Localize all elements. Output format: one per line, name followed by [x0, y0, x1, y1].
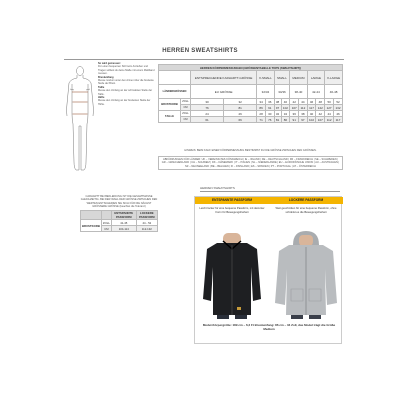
- waist-inch-value: 40: [307, 111, 316, 117]
- fit-header-relaxed: ENTSPANNTE PASSFORM: [111, 211, 136, 220]
- relaxed-fit-heading: ENTSPANNTE PASSFORM: [195, 197, 269, 204]
- size-chart-header: HERREN KÖRPERMESSUNGEN (GRÖSSENTABELLE TOPS (SWEATSHIRT)): [159, 65, 343, 71]
- fit-relaxed-value: 41-45: [111, 220, 136, 226]
- chest-inch-value: 30: [191, 99, 224, 105]
- waist-inch-value: 24: [191, 111, 224, 117]
- chest-cm-value: 76: [191, 105, 224, 111]
- fit-unit: ZOLL: [102, 220, 110, 225]
- chest-inch-value: 34: [257, 99, 266, 105]
- chest-inch-value: 32: [224, 99, 257, 105]
- black-zip-sweatshirt-image: [195, 229, 269, 319]
- size-note: HINWEIS: BEIM KAUF EINER KÖRPERMESSUNG BESTIMMST DU DIE GRÖSSE ZWISCHEN DEN GRÖSSEN.: [184, 149, 317, 152]
- model-size-caption: Model-Körpergröße: 189 cm – 6,2 Ft Brustumfang: 86 cm – 34 Zoll, das Model trägt die Größe Medium: [202, 323, 336, 331]
- waist-inch-value: 42: [316, 111, 325, 117]
- size-header-xl: X-LARGE: [325, 71, 343, 85]
- chest-cm-value: 97: [275, 105, 280, 110]
- waist-inch-value: 34: [281, 111, 290, 117]
- country-size-label: LÄNDERGRÖSSEN: [159, 85, 191, 99]
- chest-cm-value: 86: [257, 105, 266, 111]
- country-size-xs: 32/34: [257, 85, 274, 99]
- waist-inch-value: 38: [299, 111, 308, 117]
- waist-cm-value: 61: [191, 117, 224, 123]
- notes-chest-heading: Brustumfang: [98, 75, 114, 79]
- size-header-l: LARGE: [307, 71, 325, 85]
- measurement-instructions: [98, 62, 156, 106]
- country-size-m: 38-40: [290, 85, 307, 99]
- country-size-s: 34/36: [274, 85, 290, 99]
- fit-comparison-table: [80, 210, 158, 232]
- waist-cm-value: 71: [257, 117, 266, 123]
- waist-cm-value: 91: [290, 117, 299, 123]
- notes-hip-text: Messe den Umfang an der breitesten Stelle der Hüfte.: [98, 99, 151, 106]
- unit-label: ZOLL: [182, 112, 189, 115]
- chest-inch-value: 36: [265, 99, 274, 105]
- chest-cm-value: 91: [265, 105, 274, 111]
- waist-cm-value: 97: [299, 117, 308, 123]
- relaxed-fit-description: Leicht locker für eine bequeme Passform, mit dezenter Form für Bewegungsfreiheit: [199, 207, 265, 214]
- waist-label: TAILLE: [159, 111, 181, 123]
- fit-unit: CM: [101, 226, 111, 232]
- waist-cm-value: 81: [275, 117, 280, 122]
- chest-inch-value: 48: [316, 99, 325, 105]
- chest-cm-value: 132: [335, 105, 341, 110]
- intl-size-label: ENTSPRECHENDE KARHARTT-GRÖSSE: [191, 71, 257, 85]
- chest-cm-value: 122: [317, 105, 323, 110]
- notes-chest-text: Messe rundum unter den Armen über die breiteste Stelle der Brust.: [98, 79, 154, 86]
- waist-cm-value: 86: [281, 117, 290, 123]
- title-divider: [64, 59, 344, 60]
- fit-header-loose: LOCKERE PASSFORM: [136, 211, 157, 220]
- grey-hooded-sweatshirt-image: [269, 229, 343, 319]
- fit-chest-label: BRUSTKORB: [81, 220, 102, 232]
- notes-waist-heading: Taille: [98, 85, 105, 89]
- waist-cm-value: 112: [325, 117, 334, 123]
- waist-cm-value: 76: [265, 117, 274, 123]
- waist-inch-value: 30: [265, 111, 274, 117]
- waist-inch-value: 26: [224, 111, 257, 117]
- waist-inch-value: 32: [275, 111, 280, 116]
- notes-intro: Für einen bequemen Sitz beim Anziehen und Tragen solltest du deine Maße mit einem Maßband messen.: [98, 65, 155, 76]
- chest-cm-value: 117: [309, 105, 314, 110]
- waist-cm-value: 117: [334, 117, 343, 123]
- fit-comparison-panel: [194, 196, 342, 344]
- chest-inch-value: 44: [299, 99, 308, 105]
- comparison-divider: [200, 191, 340, 192]
- unit-label: ZOLL: [182, 100, 189, 103]
- empty-cell: [159, 71, 191, 85]
- fit-table-note: CARHARTT BEI BEKLEIDUNG IST DIE GESAMTMASSE GLEICHZEITIG. BEI DER WAHL DER GRÖSSE ZWISCHEN DEN WERTEN ENTSCHEIDEN SIE SICH FÜR DIE NÄCHST GRÖSSERE GRÖSSE (beachtet die Toleranz): [80, 195, 158, 208]
- comparison-title: HERREN SWEATSHIRTS: [200, 186, 235, 190]
- notes-hip-heading: Hüfte: [98, 96, 105, 100]
- chest-inch-value: 46: [307, 99, 316, 105]
- unit-label: CM: [181, 105, 191, 111]
- chest-cm-value: 102: [282, 105, 288, 110]
- waist-inch-value: 44: [325, 111, 334, 117]
- waist-inch-value: 28: [257, 111, 266, 117]
- size-chart-table: [158, 64, 343, 123]
- fit-header-blank: [81, 211, 102, 220]
- size-header-m: MEDIUM: [290, 71, 307, 85]
- size-header-xs: X-SMALL: [257, 71, 274, 85]
- chest-cm-value: 112: [300, 105, 306, 110]
- loose-fit-description: Weit geschnitten für eine bequeme Passform, ohne schränkt es die Bewegungsfreiheit: [275, 207, 337, 214]
- waist-cm-value: 102: [309, 117, 315, 122]
- body-outline-figure: [64, 64, 96, 179]
- size-header-s: SMALL: [274, 71, 290, 85]
- chest-cm-value: 127: [326, 105, 332, 110]
- waist-inch-value: 46: [334, 111, 343, 117]
- chest-inch-value: 38: [275, 99, 280, 104]
- fit-loose-value: 44 - 52: [136, 220, 157, 226]
- chest-label: BRUSTKORB: [159, 99, 181, 111]
- country-size-sub: EU GRÖSSE: [191, 85, 257, 99]
- fit-relaxed-value: 104-114: [111, 226, 136, 232]
- chest-cm-value: 81: [224, 105, 257, 111]
- unit-label: CM: [181, 117, 191, 123]
- chest-inch-value: 52: [334, 99, 343, 105]
- waist-inch-value: 36: [290, 111, 299, 117]
- chest-inch-value: 50: [325, 99, 334, 105]
- waist-cm-value: 66: [224, 117, 257, 123]
- country-abbreviations: ABKÜRZUNGEN FÜR LÄNDER: UK – VEREINIGTES KÖNIGREICH | IE – IRLAND | DE – DEUTSCHLAND | FR – FRANKREICH | SE – SCHWEDEN | GR – GRIECHENLAND | CH – SCHWEIZ | DK – DÄNEMARK | IT – ITALIEN | NL – NIEDERLANDE | EU – EUROPÄISCHE UNION | AU – AUSTRALIEN | NZ – NEUSEELAND | BE – BELGIEN | FI – FINNLAND | ES – SPANIEN | PT – PORTUGAL | AT – ÖSTERREICH: [158, 156, 343, 170]
- chest-inch-value: 40: [281, 99, 290, 105]
- notes-waist-text: Messe den Umfang an der schmalsten Stelle der Taille.: [98, 89, 153, 96]
- notes-heading: So wird gemessen:: [98, 62, 121, 65]
- country-size-l: 42-44: [307, 85, 325, 99]
- chest-inch-value: 42: [290, 99, 299, 105]
- fit-comparison-table-panel: [80, 195, 158, 232]
- measurement-figure-panel: [64, 62, 154, 180]
- fit-header-blank: [101, 211, 111, 220]
- loose-fit-heading: LOCKERE PASSFORM: [269, 197, 343, 204]
- chest-cm-value: 107: [291, 105, 297, 110]
- waist-cm-value: 107: [317, 117, 323, 122]
- page-title: HERREN SWEATSHIRTS: [162, 48, 238, 54]
- fit-loose-value: 112-132: [136, 226, 157, 232]
- country-size-xl: 46-48: [325, 85, 343, 99]
